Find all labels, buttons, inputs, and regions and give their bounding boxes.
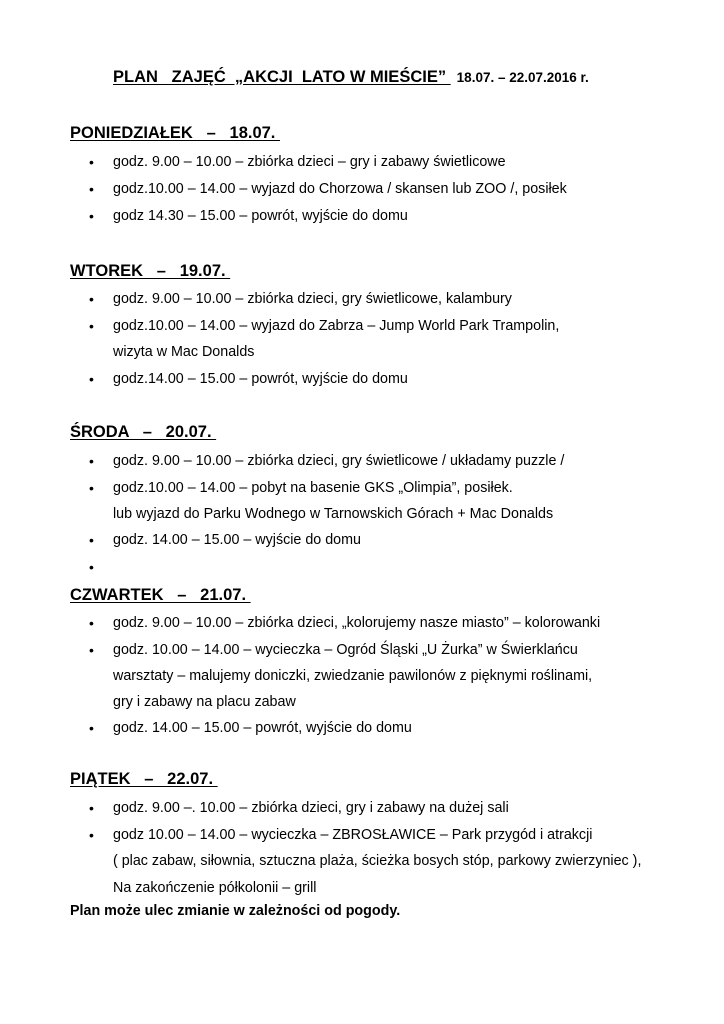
schedule-item-line: Na zakończenie półkolonii – grill [113, 880, 317, 896]
schedule-item-line: godz 10.00 – 14.00 – wycieczka – ZBROSŁAWICE – Park przygód i atrakcji [113, 827, 593, 843]
bullet-icon: • [89, 720, 94, 736]
bullet-icon: • [89, 453, 94, 469]
schedule-item-line: wizyta w Mac Donalds [113, 344, 255, 360]
schedule-item-line: godz. 9.00 – 10.00 – zbiórka dzieci, gry świetlicowe / układamy puzzle / [113, 453, 565, 469]
footer-note: Plan może ulec zmianie w zależności od pogody. [70, 903, 401, 919]
schedule-item-line: godz.10.00 – 14.00 – wyjazd do Chorzowa / skansen lub ZOO /, posiłek [113, 181, 567, 197]
bullet-icon: • [89, 291, 94, 307]
bullet-icon: • [89, 532, 94, 548]
schedule-item-line: godz 14.30 – 15.00 – powrót, wyjście do domu [113, 208, 408, 224]
bullet-icon: • [89, 371, 94, 387]
bullet-icon: • [89, 154, 94, 170]
bullet-icon: • [89, 642, 94, 658]
day-heading: WTOREK – 19.07. [70, 262, 231, 280]
title-dates: 18.07. – 22.07.2016 r. [456, 70, 589, 85]
schedule-item-line: godz. 10.00 – 14.00 – wycieczka – Ogród Śląski „U Żurka” w Świerklańcu [113, 642, 578, 658]
schedule-item-line: lub wyjazd do Parku Wodnego w Tarnowskich Górach + Mac Donalds [113, 506, 554, 522]
bullet-icon: • [89, 181, 94, 197]
day-heading: PONIEDZIAŁEK – 18.07. [70, 124, 280, 142]
bullet-icon: • [89, 480, 94, 496]
schedule-item-line: godz. 14.00 – 15.00 – wyjście do domu [113, 532, 361, 548]
title-text: PLAN ZAJĘĆ „AKCJI LATO W MIEŚCIE” [113, 68, 451, 86]
schedule-item-line: warsztaty – malujemy doniczki, zwiedzanie pawilonów z pięknymi roślinami, [113, 668, 593, 684]
bullet-icon: • [89, 615, 94, 631]
bullet-icon: • [89, 318, 94, 334]
day-heading: CZWARTEK – 21.07. [70, 586, 251, 604]
schedule-item-line: godz.14.00 – 15.00 – powrót, wyjście do domu [113, 371, 408, 387]
document-title [113, 68, 589, 87]
schedule-item-line: godz. 9.00 – 10.00 – zbiórka dzieci, gry świetlicowe, kalambury [113, 291, 512, 307]
schedule-item-line: godz.10.00 – 14.00 – wyjazd do Zabrza – Jump World Park Trampolin, [113, 318, 560, 334]
schedule-item-line: godz. 9.00 – 10.00 – zbiórka dzieci, „kolorujemy nasze miasto” – kolorowanki [113, 615, 601, 631]
schedule-item-line: ( plac zabaw, siłownia, sztuczna plaża, ścieżka bosych stóp, parkowy zwierzyniec ), [113, 853, 642, 869]
bullet-icon: • [89, 208, 94, 224]
schedule-item-line: godz. 14.00 – 15.00 – powrót, wyjście do domu [113, 720, 412, 736]
day-heading: PIĄTEK – 22.07. [70, 770, 218, 788]
bullet-icon: • [89, 827, 94, 843]
bullet-icon: • [89, 800, 94, 816]
schedule-item-line: godz.10.00 – 14.00 – pobyt na basenie GKS „Olimpia”, posiłek. [113, 480, 513, 496]
bullet-icon: • [89, 559, 94, 575]
day-heading: ŚRODA – 20.07. [70, 423, 217, 441]
schedule-item-line: godz. 9.00 –. 10.00 – zbiórka dzieci, gry i zabawy na dużej sali [113, 800, 509, 816]
schedule-item-line: godz. 9.00 – 10.00 – zbiórka dzieci – gry i zabawy świetlicowe [113, 154, 506, 170]
schedule-item-line: gry i zabawy na placu zabaw [113, 694, 296, 710]
